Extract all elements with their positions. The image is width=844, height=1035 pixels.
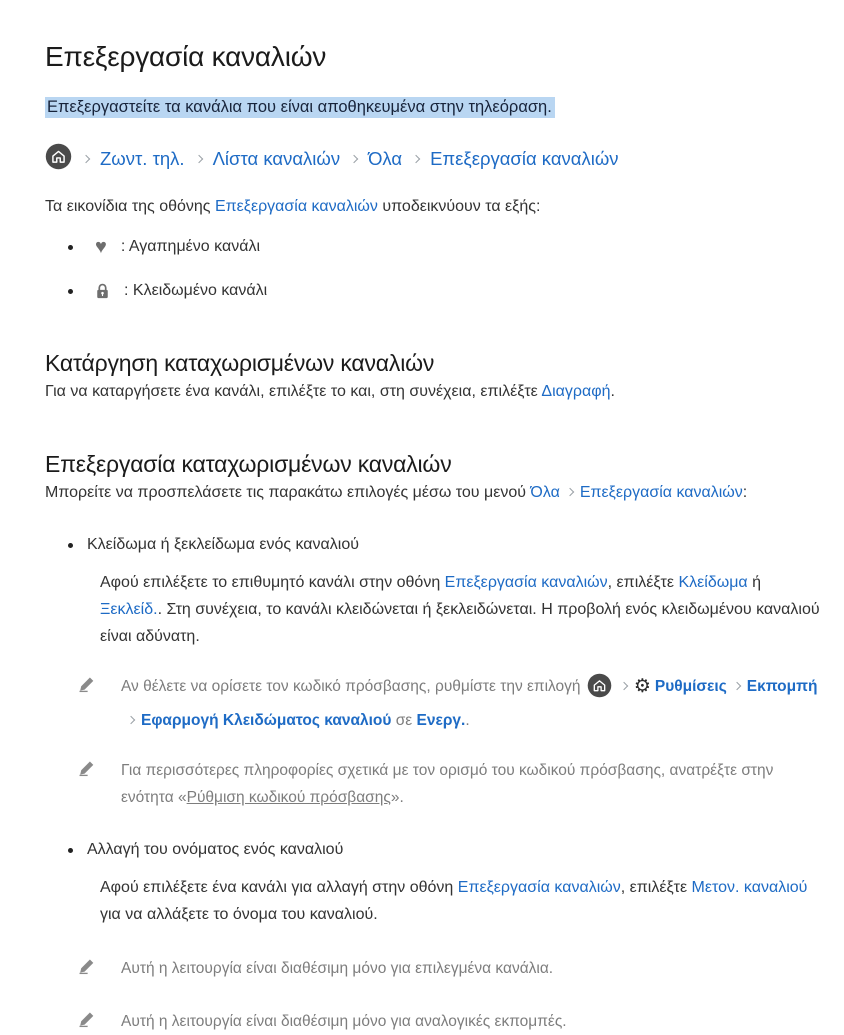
paragraph-text: . [610,383,615,400]
intro-text: υποδεικνύουν τα εξής: [377,198,541,215]
bullet-icon [68,543,73,548]
pencil-icon [78,958,95,980]
breadcrumb-item-live-tv[interactable]: Ζωντ. τηλ. [100,148,185,169]
on-term: Ενεργ. [416,712,466,729]
bullet-icon [68,245,73,250]
legend-item-favorite [68,234,820,260]
pencil-icon [78,676,95,698]
paragraph-text: Για να καταργήσετε ένα κανάλι, επιλέξτε το και, στη συνέχεια, επιλέξτε [45,383,542,400]
option-body [100,569,820,650]
lock-term: Κλείδωμα [678,574,748,591]
delete-term: Διαγραφή [541,383,611,400]
remove-channels-paragraph [45,378,820,405]
note-text [121,673,820,734]
breadcrumb [45,143,820,175]
rename-channel-term: Μετον. καναλιού [691,879,808,896]
unlock-term: Ξεκλείδ. [100,601,158,618]
icon-legend [45,234,820,304]
lock-icon [95,282,110,300]
option-title-text: Κλείδωμα ή ξεκλείδωμα ενός καναλιού [87,536,360,553]
note-text: Αυτή η λειτουργία είναι διαθέσιμη μόνο για αναλογικές εκπομπές. [121,1013,567,1030]
breadcrumb-item-all[interactable]: Όλα [368,148,403,169]
setting-pin-link[interactable]: Ρύθμιση κωδικού πρόσβασης [186,789,391,806]
paragraph-text: Αφού επιλέξετε το επιθυμητό κανάλι στην οθόνη [100,574,445,591]
gear-icon: ⚙ [633,676,651,697]
home-icon [587,673,612,707]
chevron-right-icon [127,716,135,724]
note-text-run: σε [391,712,417,729]
paragraph-text: : [742,484,748,501]
paragraph-text: ή [747,574,762,591]
chevron-right-icon [620,682,628,690]
edit-channels-term: Επεξεργασία καναλιών [579,484,743,501]
chevron-right-icon [350,155,358,163]
paragraph-text: Αφού επιλέξετε ένα κανάλι για αλλαγή στην οθόνη [100,879,458,896]
note-text [121,757,820,811]
paragraph-text: , επιλέξτε [607,574,679,591]
edit-channels-term: Επεξεργασία καναλιών [444,574,608,591]
paragraph-text: Μπορείτε να προσπελάσετε τις παρακάτω επιλογές μέσω του μενού [45,484,531,501]
pencil-icon [78,760,95,782]
chevron-right-icon [82,155,90,163]
lock-description [100,569,820,650]
paragraph-text: , επιλέξτε [620,879,692,896]
note-pin-info [78,757,820,811]
page-subtitle-highlight: Επεξεργαστείτε τα κανάλια που είναι αποθηκευμένα στην τηλεόραση. [45,97,555,118]
intro-text: Τα εικονίδια της οθόνης [45,198,215,215]
note-text-run: . [465,712,470,729]
page-subtitle [45,95,820,119]
breadcrumb-item-channel-list[interactable]: Λίστα καναλιών [212,148,341,169]
chevron-right-icon [566,488,574,496]
breadcrumb-item-edit-channels[interactable]: Επεξεργασία καναλιών [430,148,619,169]
edit-options-list [45,536,820,1035]
settings-term: Ρυθμίσεις [654,678,727,695]
section-heading-remove-channels: Κατάργηση καταχωρισμένων καναλιών [45,350,435,376]
edit-channels-term: Επεξεργασία καναλιών [457,879,621,896]
edit-channels-term: Επεξεργασία καναλιών [214,198,378,215]
option-title [68,841,820,859]
note-text-run: Για περισσότερες πληροφορίες σχετικά με τον ορισμό του κωδικού πρόσβασης, ανατρέξτε στην ενότητα « [121,762,774,806]
chevron-right-icon [412,155,420,163]
bullet-icon [68,289,73,294]
edit-channels-paragraph [45,479,820,506]
legend-label: : Αγαπημένο κανάλι [120,238,261,255]
option-title-text: Αλλαγή του ονόματος ενός καναλιού [87,841,344,858]
note-text-run: Αν θέλετε να ορίσετε τον κωδικό πρόσβασης, ρυθμίστε την επιλογή [121,678,585,695]
all-term: Όλα [530,484,560,501]
paragraph-text: . Στη συνέχεια, το κανάλι κλειδώνεται ή ξεκλειδώνεται. Η προβολή ενός κλειδωμένου καναλιού είναι αδύνατη. [100,601,820,645]
option-lock-unlock [45,536,820,811]
pencil-icon [78,1011,95,1033]
chevron-right-icon [733,682,741,690]
legend-item-locked [68,278,820,304]
apply-channel-lock-term: Εφαρμογή Κλειδώματος καναλιού [141,712,392,729]
broadcasting-term: Εκπομπή [746,678,818,695]
note-text: Αυτή η λειτουργία είναι διαθέσιμη μόνο για επιλεγμένα κανάλια. [121,960,554,977]
note-selected-channels [78,955,820,982]
section-heading-edit-channels: Επεξεργασία καταχωρισμένων καναλιών [45,451,452,477]
heart-icon: ♥ [95,236,107,258]
note-analog-broadcasts [78,1008,820,1035]
home-icon[interactable] [45,143,72,175]
option-title [68,536,820,554]
option-body [100,874,820,928]
chevron-right-icon [194,155,202,163]
rename-description [100,874,820,928]
paragraph-text: για να αλλάξετε το όνομα του καναλιού. [100,906,378,923]
option-rename [45,841,820,1035]
legend-label: : Κλειδωμένο κανάλι [124,282,268,299]
note-set-pin [78,673,820,734]
bullet-icon [68,848,73,853]
page-title: Επεξεργασία καναλιών [45,41,327,72]
note-text-run: ». [390,789,404,806]
intro-paragraph [45,193,820,220]
